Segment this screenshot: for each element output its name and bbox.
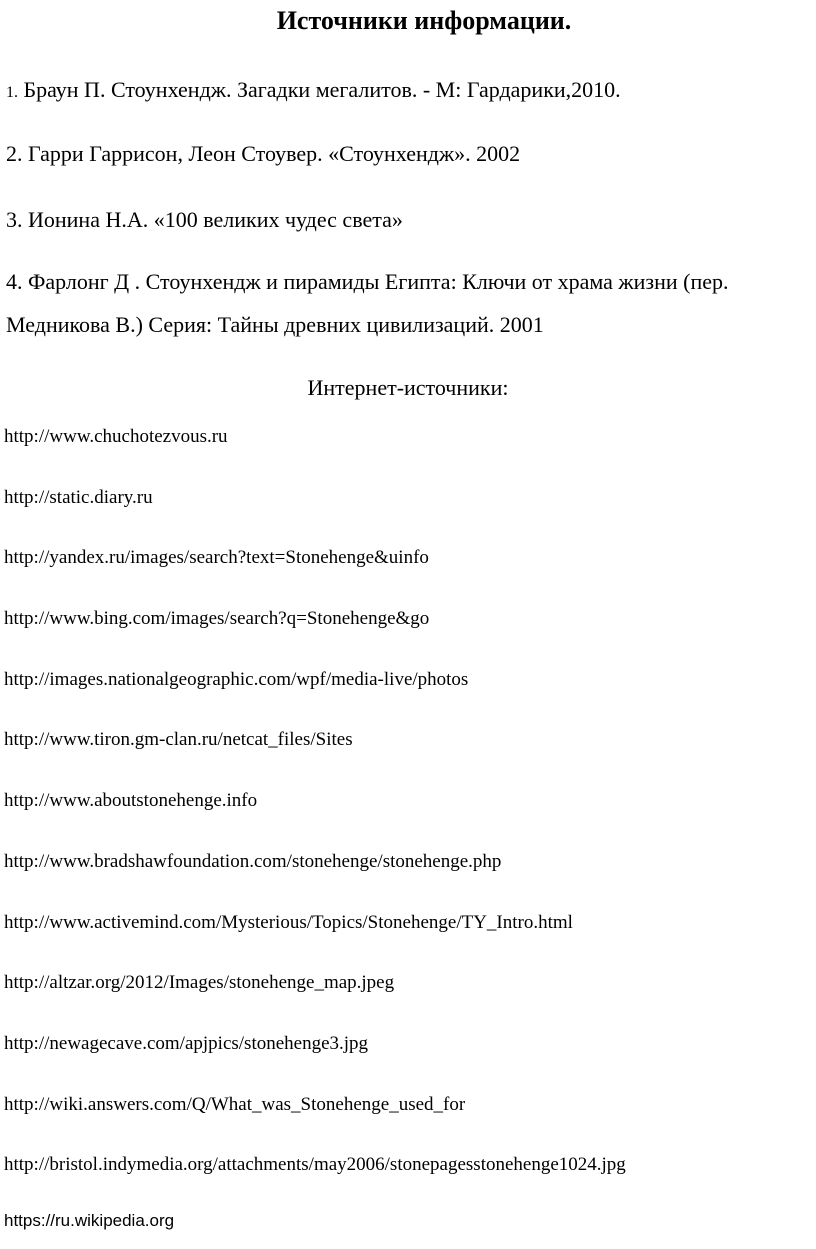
link-item[interactable]: http://newagecave.com/apjpics/stonehenge3.jpg <box>4 1032 369 1054</box>
link-item[interactable]: http://www.bradshawfoundation.com/stonehenge/stonehenge.php <box>4 850 502 872</box>
link-item[interactable]: http://www.bing.com/images/search?q=Stonehenge&go <box>4 608 430 630</box>
link-item[interactable]: http://static.diary.ru <box>4 486 153 508</box>
book-number: 1. <box>6 84 18 101</box>
book-number: 3. <box>6 207 23 232</box>
link-item[interactable]: http://bristol.indymedia.org/attachments/may2006/stonepagesstonehenge1024.jpg <box>4 1154 626 1176</box>
link-item[interactable]: http://wiki.answers.com/Q/What_was_Stonehenge_used_for <box>4 1093 466 1115</box>
link-item[interactable]: http://altzar.org/2012/Images/stonehenge_map.jpeg <box>4 972 395 994</box>
internet-sources-heading: Интернет-источники: <box>307 375 509 400</box>
book-text: Гарри Гаррисон, Леон Стоувер. «Стоунхендж». 2002 <box>22 141 521 166</box>
book-text-line2: Медникова В.) Серия: Тайны древних цивилизаций. 2001 <box>6 312 544 337</box>
link-item[interactable]: http://www.activemind.com/Mysterious/Topics/Stonehenge/TY_Intro.html <box>4 911 573 933</box>
page-title: Источники информации. <box>276 6 572 35</box>
link-item[interactable]: http://www.tiron.gm-clan.ru/netcat_files/Sites <box>4 729 353 751</box>
link-item[interactable]: http://images.nationalgeographic.com/wpf/media-live/photos <box>4 668 469 690</box>
book-text: Браун П. Стоунхендж. Загадки мегалитов. - М: Гардарики,2010. <box>18 77 621 102</box>
book-item-4 <box>6 268 728 339</box>
book-text: Ионина Н.А. «100 великих чудес света» <box>22 207 403 232</box>
book-number: 4. <box>6 269 23 294</box>
link-item[interactable]: http://www.chuchotezvous.ru <box>4 426 228 447</box>
book-item-3 <box>6 206 403 234</box>
wikipedia-link[interactable]: https://ru.wikipedia.org <box>4 1211 175 1230</box>
book-number: 2. <box>6 141 23 166</box>
book-item-1 <box>6 76 621 107</box>
book-item-2 <box>6 140 520 168</box>
link-item[interactable]: http://yandex.ru/images/search?text=Stonehenge&uinfo <box>4 547 429 569</box>
book-text-line1: Фарлонг Д . Стоунхендж и пирамиды Египта: Ключи от храма жизни (пер. <box>22 269 729 294</box>
link-item[interactable]: http://www.aboutstonehenge.info <box>4 790 258 812</box>
link-list <box>4 425 626 1214</box>
